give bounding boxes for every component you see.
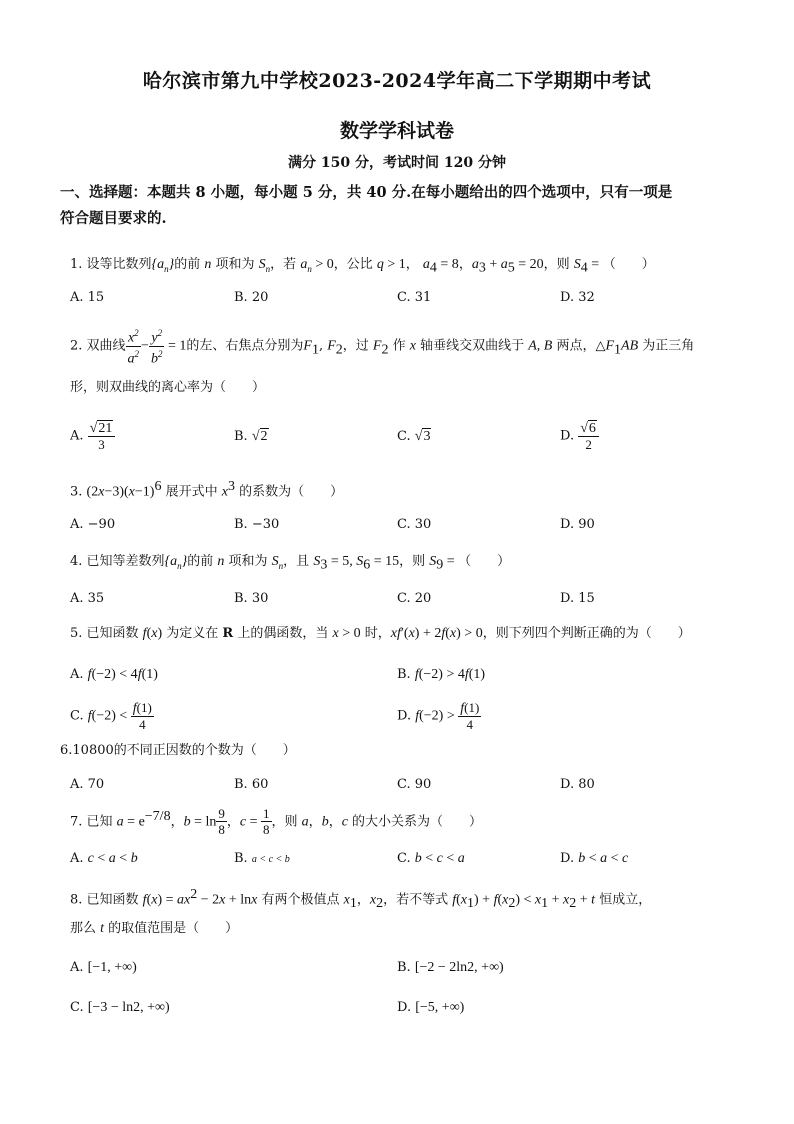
question-2: 2. 双曲线 $\frac{x^2}{a^2}$ − $\frac{y^2}{b^2}$ = 1的左、右焦点分别为$F_1$, $F_2$，过 $F_2$ 作 x 轴垂线交双曲线于 A, B 两点，$\triangle F_1AB$ 为正三角: [70, 328, 695, 367]
q8-option-d: D. [−5, +∞): [397, 1000, 465, 1015]
q4-option-a: A. 35: [70, 591, 105, 606]
question-6: 6.10800的不同正因数的个数为（ ）: [60, 743, 296, 758]
q1-option-b: B. 20: [234, 290, 269, 305]
q7-option-a: A. c < a < b: [70, 851, 138, 866]
q4-option-b: B. 30: [234, 591, 269, 606]
question-2-line2: 形，则双曲线的离心率为（ ）: [70, 380, 266, 395]
question-7: 7. 已知 $a = e^{-7/8}$，b = ln $\frac{9}{8}$ ，c = $\frac{1}{8}$ ，则 a，b，c 的大小关系为（ ）: [70, 806, 483, 838]
q5-option-d: D. f(−2) > $\frac{f(1)}{4}$: [397, 700, 480, 732]
q2-option-a: A. $\frac{√21}{3}$: [70, 420, 115, 452]
q5-option-b: B. f(−2) > 4f(1): [397, 667, 486, 682]
section-heading-line2: 符合题目要求的.: [60, 210, 167, 227]
question-1: 1. 设等比数列$\{a_n\}$的前 n 项和为 $S_n$，若 $a_n > 0$，公比 q > 1， $a_4 = 8$，$a_3 + a_5 = 20$，则 $S_4$ = （ ）: [70, 257, 655, 276]
q7-option-b: B. a < c < b: [234, 851, 290, 866]
exam-meta: 满分 150 分，考试时间 120 分钟: [288, 155, 506, 171]
q8-option-a: A. [−1, +∞): [70, 960, 137, 975]
q3-option-d: D. 90: [560, 517, 595, 532]
section-heading-line1: 一、选择题：本题共 8 小题，每小题 5 分，共 40 分.在每小题给出的四个选项中，只有一项是: [60, 184, 673, 201]
q7-option-c: C. b < c < a: [397, 851, 465, 866]
q6-option-d: D. 80: [560, 777, 595, 792]
q3-option-c: C. 30: [397, 517, 432, 532]
q8-option-c: C. [−3 − ln2, +∞): [70, 1000, 170, 1015]
q2-option-c: C. √3: [397, 429, 431, 444]
q1-option-d: D. 32: [560, 290, 595, 305]
q7-option-d: D. b < a < c: [560, 851, 629, 866]
q2-option-b: B. √2: [234, 429, 268, 444]
question-8: 8. 已知函数 $f(x) = ax^2 - 2x + \ln x$ 有两个极值点 $x_1$，$x_2$，若不等式 $f(x_1) + f(x_2) < x_1 + x_2 + t$ 恒成立，: [70, 887, 652, 911]
q3-option-b: B. −30: [234, 517, 280, 532]
question-3: 3. $(2x-3)(x-1)^6$ 展开式中 $x^3$ 的系数为（ ）: [70, 479, 344, 500]
exam-subject: 数学学科试卷: [339, 120, 454, 142]
q1-option-a: A. 15: [70, 290, 105, 305]
q3-option-a: A. −90: [70, 517, 116, 532]
q6-option-b: B. 60: [234, 777, 269, 792]
q1-option-c: C. 31: [397, 290, 432, 305]
q4-option-d: D. 15: [560, 591, 595, 606]
q6-option-c: C. 90: [397, 777, 432, 792]
q2-option-d: D. $\frac{√6}{2}$: [560, 420, 599, 452]
question-5: 5. 已知函数 f(x) 为定义在 R 上的偶函数，当 x > 0 时，xf′(x) + 2f(x) > 0，则下列四个判断正确的为（ ）: [70, 626, 691, 641]
question-4: 4. 已知等差数列$\{a_n\}$的前 n 项和为 $S_n$，且 $S_3 = 5$, $S_6 = 15$，则 $S_9$ = （ ）: [70, 554, 511, 573]
q5-option-c: C. f(−2) < $\frac{f(1)}{4}$: [70, 700, 152, 732]
section-heading: [60, 180, 740, 232]
question-8-line2: 那么 t 的取值范围是（ ）: [70, 921, 239, 936]
q6-option-a: A. 70: [70, 777, 105, 792]
exam-title: 哈尔滨市第九中学校2023-2024学年高二下学期期中考试: [142, 70, 652, 92]
q4-option-c: C. 20: [397, 591, 432, 606]
q8-option-b: B. [−2 − 2ln2, +∞): [397, 960, 504, 975]
q5-option-a: A. f(−2) < 4f(1): [70, 667, 158, 682]
